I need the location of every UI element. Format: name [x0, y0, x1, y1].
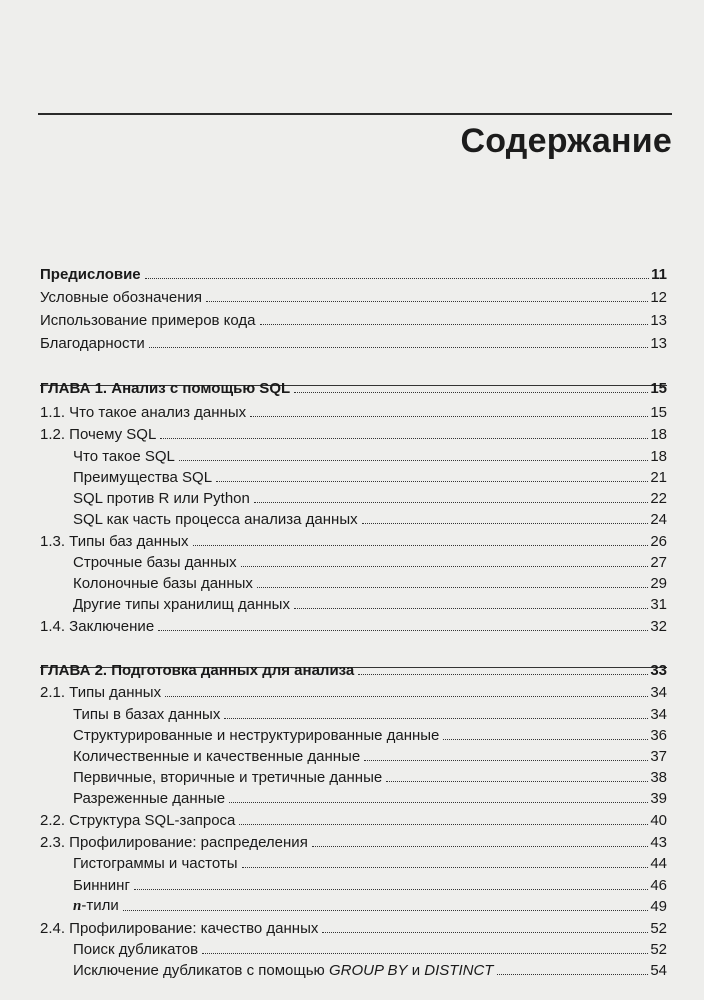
toc-entry-label: n-тили — [73, 897, 119, 914]
dot-leader — [239, 824, 648, 825]
toc-entry[interactable] — [40, 307, 667, 329]
toc-entry-page: 32 — [650, 618, 667, 635]
toc-entry[interactable] — [40, 679, 667, 701]
toc-entry-page: 11 — [651, 266, 667, 283]
toc-entry-page: 26 — [650, 533, 667, 550]
dot-leader — [229, 802, 648, 803]
toc-entry-label: Предисловие — [40, 266, 141, 283]
toc-entry[interactable] — [73, 464, 667, 486]
toc-entry-label: Исключение дубликатов с помощью GROUP BY и DISTINCT — [73, 962, 494, 979]
page-title: Содержание — [460, 122, 672, 160]
toc-entry[interactable] — [73, 591, 667, 613]
toc-entry-label: Биннинг — [73, 877, 130, 894]
toc-entry[interactable] — [40, 915, 667, 937]
toc-entry[interactable] — [73, 485, 667, 507]
dot-leader — [193, 545, 649, 546]
toc-entry[interactable] — [40, 528, 667, 550]
toc-entry-label: Условные обозначения — [40, 289, 203, 306]
dot-leader — [257, 587, 648, 588]
toc-entry[interactable] — [40, 284, 667, 306]
toc-entry[interactable] — [73, 893, 667, 915]
toc-entry-page: 40 — [650, 812, 667, 829]
toc-entry[interactable] — [73, 549, 667, 571]
toc-entry[interactable] — [40, 657, 667, 679]
toc-entry-page: 24 — [650, 511, 667, 528]
toc-entry-page: 27 — [650, 554, 667, 571]
dot-leader — [250, 416, 648, 417]
toc-entry[interactable] — [73, 443, 667, 465]
dot-leader — [179, 460, 648, 461]
toc-entry-label: Другие типы хранилищ данных — [73, 596, 290, 613]
toc-entry-label: 2.4. Профилирование: качество данных — [40, 920, 319, 937]
toc-entry-page: 15 — [650, 380, 667, 397]
toc-entry-label: Количественные и качественные данные — [73, 748, 361, 765]
dot-leader — [294, 392, 648, 393]
toc-entry-page: 13 — [650, 312, 667, 329]
dot-leader — [165, 696, 648, 697]
toc-entry-label: 1.4. Заключение — [40, 618, 155, 635]
dot-leader — [160, 438, 648, 439]
dot-leader — [322, 932, 648, 933]
toc-entry-page: 29 — [650, 575, 667, 592]
toc-entry[interactable] — [40, 807, 667, 829]
toc-entry-page: 52 — [650, 920, 667, 937]
toc-entry-page: 12 — [650, 289, 667, 306]
toc-entry-label: 1.3. Типы баз данных — [40, 533, 189, 550]
toc-entry[interactable] — [73, 785, 667, 807]
toc-entry[interactable] — [73, 701, 667, 723]
toc-entry-label: ГЛАВА 1. Анализ с помощью SQL — [40, 380, 291, 397]
toc-entry-page: 21 — [650, 469, 667, 486]
toc-entry[interactable] — [73, 872, 667, 894]
toc-entry-page: 33 — [650, 662, 667, 679]
toc-entry[interactable] — [73, 850, 667, 872]
toc-entry-page: 46 — [650, 877, 667, 894]
dot-leader — [364, 760, 648, 761]
toc-entry-label: 1.1. Что такое анализ данных — [40, 404, 247, 421]
dot-leader — [312, 846, 649, 847]
toc-entry-page: 49 — [650, 898, 667, 915]
toc-entry-label: Типы в базах данных — [73, 706, 221, 723]
toc-entry[interactable] — [40, 613, 667, 635]
dot-leader — [145, 278, 649, 279]
toc-entry-label: Что такое SQL — [73, 448, 175, 465]
dot-leader — [294, 608, 648, 609]
dot-leader — [224, 718, 648, 719]
toc-entry[interactable] — [73, 506, 667, 528]
toc-entry-label: SQL против R или Python — [73, 490, 250, 507]
toc-entry-page: 38 — [650, 769, 667, 786]
toc-entry-label: Благодарности — [40, 335, 145, 352]
toc-entry-page: 18 — [650, 426, 667, 443]
dot-leader — [216, 481, 648, 482]
toc-entry-label: SQL как часть процесса анализа данных — [73, 511, 358, 528]
dot-leader — [443, 739, 648, 740]
toc-entry-label: 1.2. Почему SQL — [40, 426, 157, 443]
dot-leader — [134, 889, 648, 890]
dot-leader — [497, 974, 648, 975]
toc-entry-label: 2.2. Структура SQL-запроса — [40, 812, 236, 829]
toc-entry-label: Структурированные и неструктурированные данные — [73, 727, 440, 744]
toc-entry-label: 2.1. Типы данных — [40, 684, 162, 701]
toc-entry-label: Разреженные данные — [73, 790, 226, 807]
dot-leader — [358, 674, 648, 675]
toc-entry-label: Строчные базы данных — [73, 554, 237, 571]
dot-leader — [260, 324, 649, 325]
toc-entry[interactable] — [40, 829, 667, 851]
toc-entry-label: 2.3. Профилирование: распределения — [40, 834, 308, 851]
toc-entry-label: Использование примеров кода — [40, 312, 256, 329]
dot-leader — [242, 867, 649, 868]
toc-entry[interactable] — [40, 421, 667, 443]
toc-entry-page: 34 — [650, 684, 667, 701]
toc-entry[interactable] — [40, 261, 667, 283]
toc-entry-page: 52 — [650, 941, 667, 958]
dot-leader — [386, 781, 648, 782]
toc-entry-page: 39 — [650, 790, 667, 807]
dot-leader — [158, 630, 648, 631]
toc-entry-label: Поиск дубликатов — [73, 941, 199, 958]
toc-entry[interactable] — [73, 936, 667, 958]
toc-entry[interactable] — [73, 957, 667, 979]
toc-entry-label: Преимущества SQL — [73, 469, 213, 486]
dot-leader — [241, 566, 649, 567]
toc-entry[interactable] — [40, 330, 667, 352]
dot-leader — [123, 910, 649, 911]
toc-entry-page: 13 — [650, 335, 667, 352]
toc-entry-page: 22 — [650, 490, 667, 507]
toc-entry-page: 44 — [650, 855, 667, 872]
dot-leader — [362, 523, 649, 524]
toc-entry[interactable] — [73, 570, 667, 592]
toc-entry-page: 36 — [650, 727, 667, 744]
dot-leader — [254, 502, 648, 503]
toc-entry-page: 37 — [650, 748, 667, 765]
dot-leader — [149, 347, 649, 348]
toc-entry-page: 18 — [650, 448, 667, 465]
toc-entry-page: 43 — [650, 834, 667, 851]
toc-entry[interactable] — [40, 375, 667, 397]
dot-leader — [202, 953, 648, 954]
toc-entry[interactable] — [40, 399, 667, 421]
dot-leader — [206, 301, 648, 302]
toc-entry-label: ГЛАВА 2. Подготовка данных для анализа — [40, 662, 355, 679]
toc-entry[interactable] — [73, 764, 667, 786]
toc-entry-label: Первичные, вторичные и третичные данные — [73, 769, 383, 786]
toc-entry-label: Гистограммы и частоты — [73, 855, 238, 872]
toc-entry-label: Колоночные базы данных — [73, 575, 253, 592]
toc-entry-page: 15 — [650, 404, 667, 421]
toc-entry[interactable] — [73, 722, 667, 744]
toc-entry-page: 54 — [650, 962, 667, 979]
toc-entry-page: 31 — [650, 596, 667, 613]
toc-entry[interactable] — [73, 743, 667, 765]
toc-entry-page: 34 — [650, 706, 667, 723]
